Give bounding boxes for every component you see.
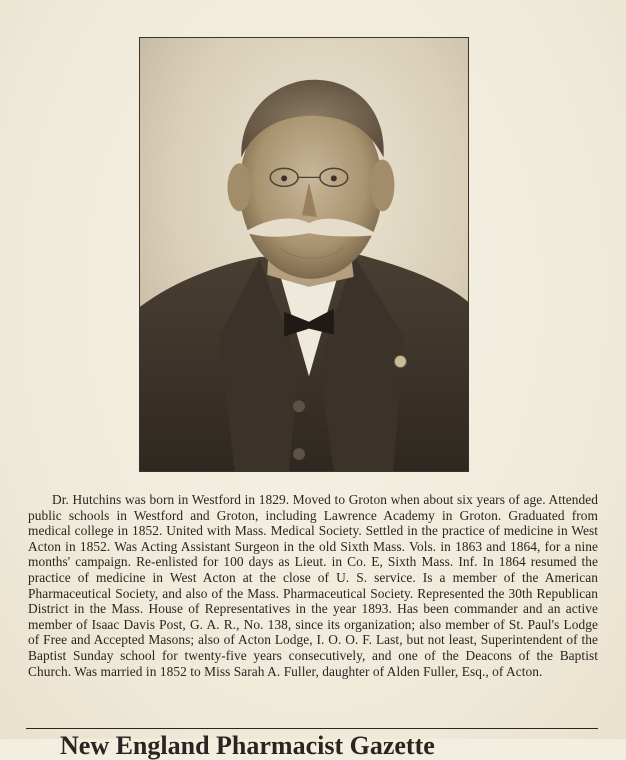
portrait-photo — [139, 37, 469, 472]
next-heading-cutoff — [60, 731, 580, 760]
section-divider — [26, 728, 598, 729]
biography-text: Dr. Hutchins was born in Westford in 1829. Moved to Groton when about six years of age. Attended public schools in Westford and Groton, including Lawrence Academy in Groton. Graduated from medical college in 1852. United with Mass. Medical Society. Settled in the practice of medicine in West Acton in 1852. Was Acting Assistant Surgeon in the old Sixth Mass. Vols. in 1863 and 1864, for a nine months' campaign. Re-enlisted for 100 days as Lieut. in Co. E, Sixth Mass. Inf. In 1864 resumed the practice of medicine in West Acton at the close of U. S. service. Is a member of the American Pharmaceutical Society, and also of the Mass. Pharmaceutical Society. Represented the 30th Republican District in the Mass. House of Representatives in the year 1893. Has been commander and an active member of Isaac Davis Post, G. A. R., No. 138, since its organization; also member of St. Paul's Lodge of Free and Accepted Masons; also of Acton Lodge, I. O. O. F. Last, but not least, Superintendent of the Baptist Sunday school for twenty-five years consecutively, and one of the Deacons of the Baptist Church. Was married in 1852 to Miss Sarah A. Fuller, daughter of Alden Fuller, Esq., of Acton. — [28, 492, 598, 679]
next-heading-text: New England Pharmacist Gazette — [60, 731, 435, 760]
portrait-photo-icon — [140, 38, 468, 471]
